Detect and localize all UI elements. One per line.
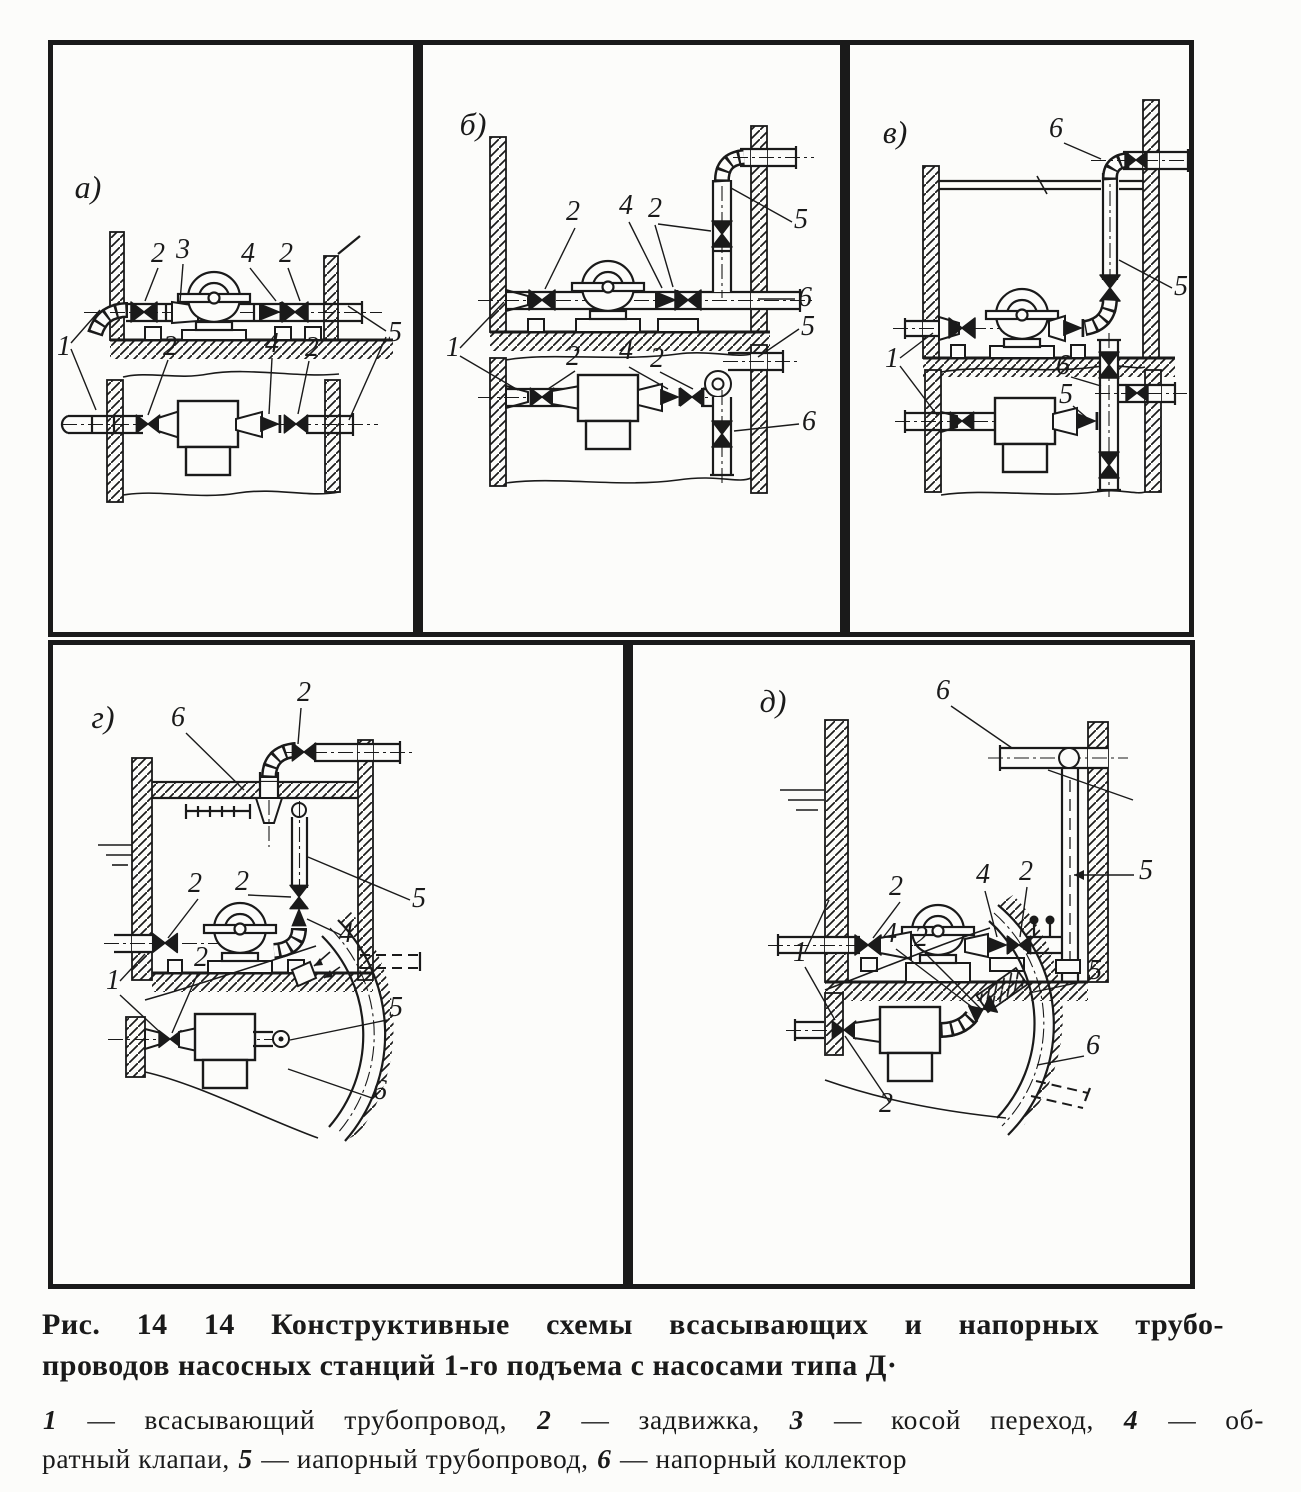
callout-number: 2 <box>566 341 580 372</box>
wall-hatch <box>110 232 124 340</box>
elevation-view <box>84 232 393 359</box>
wall-hatch <box>107 380 123 502</box>
callout-number: 5 <box>801 311 815 342</box>
callout-number: 6 <box>373 1075 387 1106</box>
callout-number: 5 <box>1059 379 1073 410</box>
legend-text: — всасывающий трубопровод, <box>58 1404 537 1435</box>
callout-number: 4 <box>265 328 279 359</box>
panel-letter: г) <box>91 699 115 735</box>
callout-number: 1 <box>106 965 120 996</box>
callout-number: 2 <box>151 238 165 269</box>
thrust-block-hatch <box>977 968 1028 1012</box>
callout-number: 2 <box>650 343 664 374</box>
leader-lines <box>805 706 1134 1103</box>
callout-number: 2 <box>194 942 208 973</box>
panel-b-diagram <box>418 40 845 637</box>
callout-number: 2 <box>305 332 319 363</box>
wall-hatch <box>126 1017 145 1077</box>
callout-number: 5 <box>412 883 426 914</box>
callout-number: 4 <box>339 918 353 949</box>
legend-number: 4 <box>1123 1404 1139 1435</box>
callout-number: 5 <box>1139 855 1153 886</box>
callout-number: 4 <box>883 918 897 949</box>
panel-letter: д) <box>759 683 787 719</box>
callout-number: 6 <box>802 406 816 437</box>
legend-text: — об- <box>1139 1404 1264 1435</box>
callout-number: 5 <box>389 992 403 1023</box>
legend-line <box>42 1439 1264 1478</box>
callout-number: 1 <box>446 332 460 363</box>
figure-caption <box>42 1304 1224 1387</box>
panel-g-diagram <box>48 640 628 1289</box>
plan-view <box>478 345 798 493</box>
ceiling-slab-hatch <box>152 783 358 797</box>
elevation-view <box>893 100 1194 377</box>
wall-hatch <box>325 380 340 492</box>
callout-number: 2 <box>163 331 177 362</box>
callout-number: 2 <box>188 868 202 899</box>
elevation-view <box>768 720 1133 1001</box>
callout-number: 2 <box>648 193 662 224</box>
legend-number: 5 <box>238 1443 253 1475</box>
rail-icon <box>186 804 250 819</box>
legend-text: — напорный коллектор <box>612 1443 908 1475</box>
callout-number: 3 <box>176 234 190 265</box>
callout-number: 6 <box>798 282 812 313</box>
callout-number: 5 <box>388 317 402 348</box>
callout-number: 2 <box>235 866 249 897</box>
legend <box>42 1400 1264 1478</box>
callout-number: 6 <box>936 675 950 706</box>
caption-line-1: Рис. 14 14 Конструктивные схемы всасывающих и напорных трубо- <box>42 1308 1224 1341</box>
wall-hatch <box>1143 100 1159 358</box>
callout-number: 2 <box>1019 856 1033 887</box>
panel-v-diagram <box>845 40 1194 637</box>
panel-letter: а) <box>74 169 102 205</box>
callout-number: 1 <box>57 331 71 362</box>
callout-number: 4 <box>241 238 255 269</box>
callout-number: 5 <box>794 204 808 235</box>
panel-d-diagram <box>628 640 1195 1289</box>
callout-number: 5 <box>1174 271 1188 302</box>
panel-letter: в) <box>882 114 908 150</box>
wall-hatch <box>490 358 506 486</box>
legend-number: 6 <box>597 1443 612 1475</box>
callout-number: 2 <box>566 196 580 227</box>
panel-a-diagram <box>48 40 418 637</box>
callout-number: 2 <box>297 677 311 708</box>
water-level-icon <box>780 790 824 810</box>
callout-number: 6 <box>1056 350 1070 381</box>
callout-number: 2 <box>914 922 928 953</box>
callout-number: 4 <box>619 190 633 221</box>
wall-hatch <box>324 256 338 340</box>
floor-hatch <box>110 341 393 359</box>
callout-number: 2 <box>279 238 293 269</box>
legend-text: — задвижка, <box>552 1404 789 1435</box>
callout-number: 4 <box>619 335 633 366</box>
legend-text: — иапорный трубопровод, <box>253 1443 597 1475</box>
caption-line-2: проводов насосных станций 1-го подъема с насосами типа Д· <box>42 1349 898 1383</box>
callout-number: 2 <box>879 1088 893 1119</box>
legend-text: — косой переход, <box>805 1404 1123 1435</box>
water-level-icon <box>98 845 132 865</box>
panel-letter: б) <box>459 106 487 142</box>
callout-number: 6 <box>1086 1030 1100 1061</box>
callout-number: 6 <box>1049 113 1063 144</box>
legend-line <box>42 1400 1264 1439</box>
legend-text: ратный клапаи, <box>42 1443 238 1475</box>
callout-number: 1 <box>885 343 899 374</box>
elevation-view <box>478 126 816 351</box>
callout-number: 5 <box>1088 955 1102 986</box>
callout-number: 1 <box>793 937 807 968</box>
callout-number: 4 <box>976 859 990 890</box>
callout-number: 2 <box>889 871 903 902</box>
legend-number: 3 <box>789 1404 804 1435</box>
legend-number: 2 <box>537 1404 552 1435</box>
callout-number: 6 <box>171 702 185 733</box>
legend-number: 1 <box>43 1404 58 1435</box>
plan-view <box>62 372 378 502</box>
floor-hatch <box>152 974 373 992</box>
